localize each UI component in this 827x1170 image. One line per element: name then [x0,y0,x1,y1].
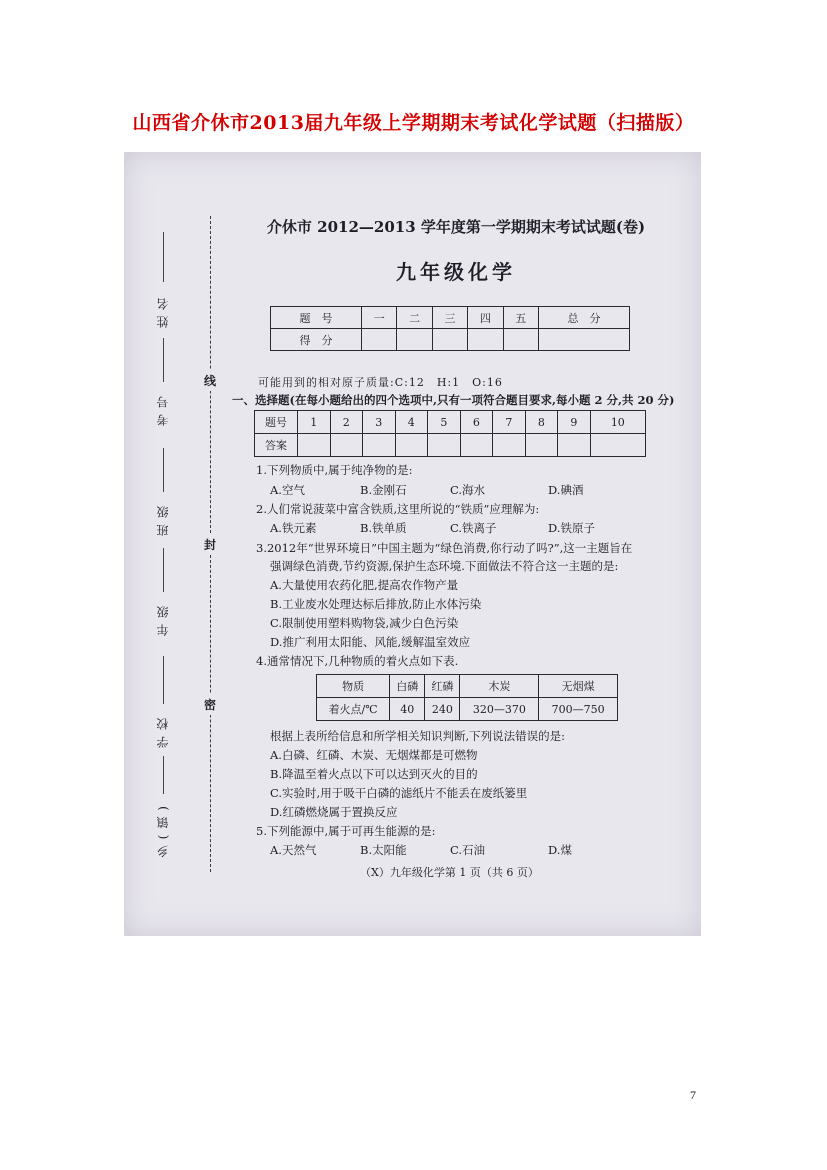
binding-mark-line: 线 [204,370,216,391]
score-cell: 一 [362,307,397,329]
answer-table-number-row [255,411,646,434]
answer-number: 7 [493,411,526,434]
scanned-exam-page [124,152,701,936]
binding-mark-seal: 封 [204,534,216,555]
question-5-option-c: C.石油 [450,843,486,857]
score-cell: 得 分 [271,329,362,351]
question-2-option-d: D.铁原子 [548,521,595,535]
score-cell: 三 [432,307,467,329]
binding-margin [124,152,244,936]
section-heading: 一、选择题(在每小题给出的四个选项中,只有一项符合题目要求,每小题 2 分,共 20 分) [232,393,675,407]
answer-number: 2 [330,411,363,434]
ignition-cell: 着火点/℃ [317,698,390,721]
ignition-cell: 红磷 [425,675,460,698]
question-2-stem: 2.人们常说菠菜中富含铁质,这里所说的“铁质”应理解为: [256,502,540,516]
answer-number: 8 [525,411,558,434]
ignition-cell: 320—370 [460,698,539,721]
question-1-option-b: B.金刚石 [360,483,407,497]
binding-field-township: 乡(镇) [154,800,174,857]
question-2-option-c: C.铁离子 [450,521,497,535]
question-2-option-b: B.铁单质 [360,521,407,535]
binding-field-grade: 年级 [154,600,174,636]
ignition-cell: 物质 [317,675,390,698]
binding-mark-secret: 密 [204,694,216,715]
score-table-header-row [271,307,630,329]
question-1-option-d: D.碘酒 [548,483,584,497]
score-table-score-row [271,329,630,351]
question-4-stem-continued: 根据上表所给信息和所学相关知识判断,下列说法错误的是: [270,729,566,743]
document-title: 山西省介休市2013届九年级上学期期末考试化学试题（扫描版） [132,112,695,134]
ignition-table-header-row [317,675,618,698]
binding-field-school: 学校 [154,712,174,748]
question-3-stem-continued: 强调绿色消费,节约资源,保护生态环境.下面做法不符合这一主题的是: [270,559,619,573]
score-cell: 题 号 [271,307,362,329]
question-2-option-a: A.铁元素 [270,521,317,535]
question-4-option-c: C.实验时,用于吸干白磷的滤纸片不能丢在废纸篓里 [270,786,528,800]
page-number: 7 [690,1088,696,1102]
ignition-cell: 木炭 [460,675,539,698]
question-1-stem: 1.下列物质中,属于纯净物的是: [256,463,413,477]
question-5-stem: 5.下列能源中,属于可再生能源的是: [256,824,436,838]
binding-field-class: 班级 [154,500,174,536]
question-3-stem: 3.2012年“世界环境日”中国主题为“绿色消费,你行动了吗?”,这一主题旨在 [256,541,633,555]
exam-subject: 九年级化学 [396,260,516,284]
question-4-stem: 4.通常情况下,几种物质的着火点如下表. [256,654,459,668]
question-3-option-b: B.工业废水处理达标后排放,防止水体污染 [270,597,482,611]
question-5-option-d: D.煤 [548,843,572,857]
answer-number: 9 [558,411,591,434]
answer-table [254,410,646,457]
question-3-option-a: A.大量使用农药化肥,提高农作物产量 [270,578,459,592]
answer-number: 3 [363,411,396,434]
atomic-mass-note: 可能用到的相对原子质量:C:12 H:1 O:16 [258,376,503,389]
answer-label: 题号 [255,411,298,434]
question-3-option-c: C.限制使用塑料购物袋,减少白色污染 [270,616,459,630]
question-4-option-b: B.降温至着火点以下可以达到灭火的目的 [270,767,478,781]
ignition-point-table [316,674,618,721]
score-cell: 四 [468,307,503,329]
score-cell: 五 [503,307,538,329]
exam-page-footer: （X）九年级化学第 1 页（共 6 页） [360,866,539,879]
question-5-option-b: B.太阳能 [360,843,407,857]
answer-number: 6 [460,411,493,434]
exam-header: 介休市 2012—2013 学年度第一学期期末考试试题(卷) [266,218,646,236]
ignition-cell: 40 [390,698,425,721]
answer-table-answer-row [255,434,646,457]
answer-label: 答案 [255,434,298,457]
ignition-cell: 700—750 [539,698,618,721]
score-cell: 二 [397,307,432,329]
question-3-option-d: D.推广利用太阳能、风能,缓解温室效应 [270,635,471,649]
binding-field-name: 姓名 [154,292,174,328]
question-1-option-a: A.空气 [270,483,305,497]
ignition-cell: 白磷 [390,675,425,698]
answer-number: 10 [590,411,645,434]
score-cell: 总 分 [538,307,629,329]
question-4-option-d: D.红磷燃烧属于置换反应 [270,805,398,819]
binding-field-exam-number: 考号 [154,390,174,426]
question-4-option-a: A.白磷、红磷、木炭、无烟煤都是可燃物 [270,748,478,762]
ignition-table-value-row [317,698,618,721]
question-5-option-a: A.天然气 [270,843,317,857]
answer-number: 1 [298,411,331,434]
answer-number: 4 [395,411,428,434]
answer-number: 5 [428,411,461,434]
score-table [270,306,630,351]
question-1-option-c: C.海水 [450,483,486,497]
ignition-cell: 240 [425,698,460,721]
ignition-cell: 无烟煤 [539,675,618,698]
